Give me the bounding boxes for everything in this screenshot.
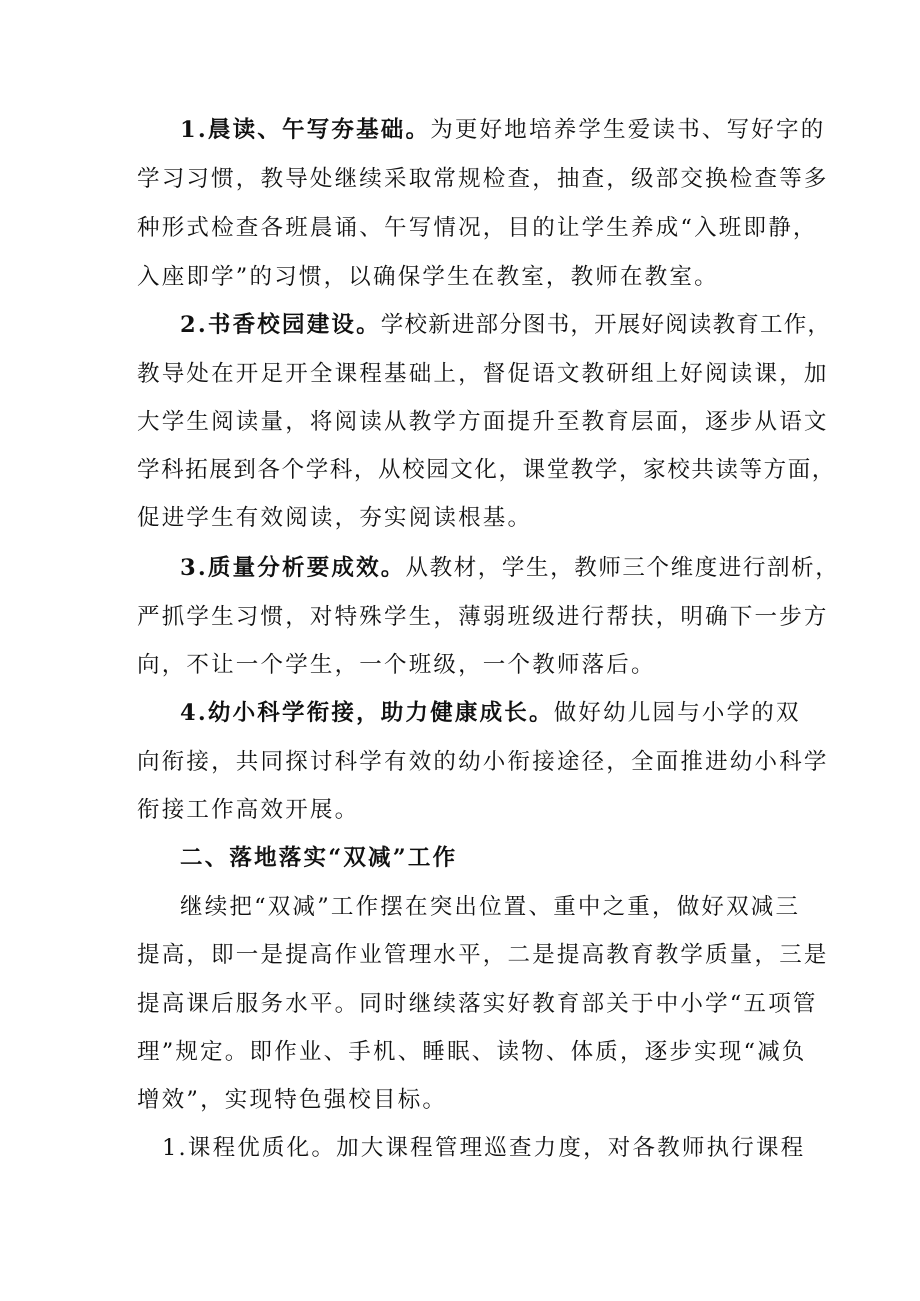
item-heading: 书香校园建设。	[207, 312, 381, 338]
paragraph-2-line-2	[137, 350, 829, 398]
line-text: 从教材，学生，教师三个维度进行剖析，	[405, 555, 840, 581]
paragraph-3-line-2	[137, 593, 829, 641]
item-heading: 晨读、午写夯基础。	[207, 117, 431, 143]
paragraph-5-line-2	[137, 931, 829, 979]
paragraph-2-line-3	[137, 398, 829, 446]
paragraph-1-line-1	[180, 106, 826, 154]
line-text: 继续把“双减”工作摆在突出位置、重中之重，做好双减三	[180, 894, 801, 920]
paragraph-4-line-2	[137, 738, 829, 786]
paragraph-5-line-4	[137, 1028, 807, 1076]
paragraph-3-line-3	[137, 641, 797, 689]
line-text: 种形式检查各班晨诵、午写情况，目的让学生养成“入班即静，	[137, 215, 818, 241]
paragraph-2-line-4	[137, 446, 836, 494]
line-text: 学习习惯，教导处继续采取常规检查，抽查，级部交换检查等多	[137, 166, 829, 192]
line-text: 向，不让一个学生，一个班级，一个教师落后。	[137, 652, 656, 678]
paragraph-6-line-1	[162, 1124, 806, 1172]
paragraph-3-line-1	[180, 544, 840, 592]
item-heading: 幼小科学衔接，助力健康成长。	[207, 700, 554, 726]
item-number: 3.	[180, 555, 208, 581]
paragraph-5-line-1	[180, 883, 800, 931]
line-text: 学校新进部分图书，开展好阅读教育工作，	[380, 312, 832, 338]
line-text: 教导处在开足开全课程基础上，督促语文教研组上好阅读课，加	[137, 361, 829, 387]
line-text: 入座即学”的习惯，以确保学生在教室，教师在教室。	[137, 264, 719, 290]
line-text: 提高课后服务水平。同时继续落实好教育部关于中小学“五项管	[137, 991, 818, 1017]
item-number: 4.	[180, 700, 208, 726]
item-number: 2.	[180, 312, 208, 338]
line-text: 学科拓展到各个学科，从校园文化，课堂教学，家校共读等方面，	[137, 457, 836, 483]
line-text: 促进学生有效阅读，夯实阅读根基。	[137, 505, 533, 531]
item-number: 1.	[180, 117, 208, 143]
paragraph-2-line-1	[180, 301, 832, 349]
section-title: 二、落地落实“双减”工作	[180, 845, 458, 871]
line-text: 为更好地培养学生爱读书、写好字的	[430, 117, 826, 143]
line-text: 严抓学生习惯，对特殊学生，薄弱班级进行帮扶，明确下一步方	[137, 604, 829, 630]
item-heading: 质量分析要成效。	[207, 555, 406, 581]
line-text: 大学生阅读量，将阅读从教学方面提升至教育层面，逐步从语文	[137, 409, 829, 435]
line-text: 向衔接，共同探讨科学有效的幼小衔接途径，全面推进幼小科学	[137, 749, 829, 775]
paragraph-4-line-3	[137, 786, 797, 834]
section-heading	[180, 834, 800, 882]
paragraph-2-line-5	[137, 494, 797, 542]
line-text: 做好幼儿园与小学的双	[553, 700, 801, 726]
paragraph-4-line-1	[180, 689, 800, 737]
paragraph-1-line-3	[137, 204, 818, 252]
paragraph-5-line-3	[137, 980, 818, 1028]
line-text: 理”规定。即作业、手机、睡眠、读物、体质，逐步实现“减负	[137, 1039, 807, 1065]
line-text: 提高，即一是提高作业管理水平，二是提高教育教学质量，三是	[137, 942, 829, 968]
paragraph-5-line-5	[137, 1076, 797, 1124]
paragraph-1-line-4	[137, 253, 797, 301]
line-text: 1.课程优质化。加大课程管理巡查力度，对各教师执行课程	[162, 1135, 806, 1161]
paragraph-1-line-2	[137, 155, 829, 203]
line-text: 增效”，实现特色强校目标。	[137, 1087, 448, 1113]
line-text: 衔接工作高效开展。	[137, 797, 360, 823]
